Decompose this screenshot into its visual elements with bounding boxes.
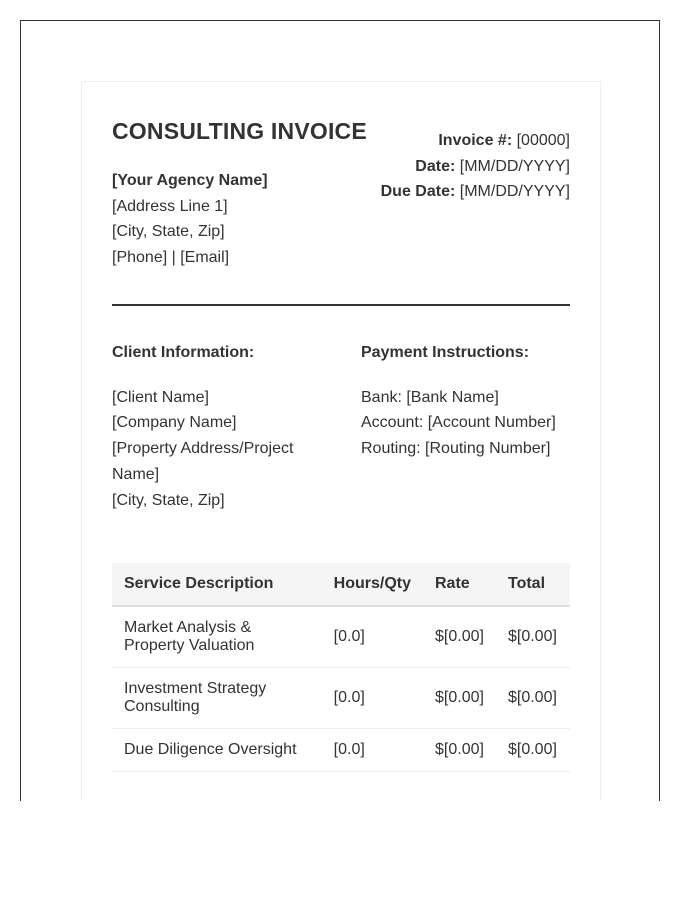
agency-contact: [Phone] | [Email] [112, 248, 230, 266]
invoice-due-date-value: [MM/DD/YYYY] [459, 183, 570, 200]
rate-cell: $[0.00] [423, 606, 496, 668]
client-info-block [112, 340, 327, 513]
table-row [112, 668, 570, 729]
invoice-date-row [381, 154, 570, 180]
header-rate: Rate [423, 563, 496, 606]
invoice-number-row [381, 128, 570, 154]
payment-instructions-heading: Payment Instructions: [361, 344, 530, 361]
invoice-number-label: Invoice #: [438, 132, 513, 149]
invoice-page [81, 81, 601, 801]
agency-block [112, 168, 268, 270]
client-name: [Client Name] [112, 388, 209, 406]
client-property-address: [Property Address/Project Name] [112, 440, 294, 483]
header-divider [112, 304, 570, 306]
invoice-due-date-label: Due Date: [380, 183, 456, 200]
total-cell: $[0.00] [496, 668, 570, 729]
hours-qty-cell: [0.0] [322, 606, 423, 668]
payment-routing: Routing: [Routing Number] [361, 440, 551, 458]
service-description-cell: Due Diligence Oversight [112, 729, 322, 772]
client-company: [Company Name] [112, 414, 237, 432]
payment-instructions-block [361, 340, 576, 462]
table-row [112, 606, 570, 668]
agency-address-line: [Address Line 1] [112, 197, 228, 215]
agency-name: [Your Agency Name] [112, 172, 268, 189]
services-table [112, 563, 570, 772]
client-info-heading: Client Information: [112, 344, 255, 361]
client-city-state-zip: [City, State, Zip] [112, 491, 225, 509]
services-table-header-row [112, 563, 570, 606]
hours-qty-cell: [0.0] [322, 668, 423, 729]
hours-qty-cell: [0.0] [322, 729, 423, 772]
invoice-date-value: [MM/DD/YYYY] [459, 157, 570, 175]
payment-account: Account: [Account Number] [361, 414, 556, 432]
table-row [112, 729, 570, 772]
document-viewport [20, 20, 660, 801]
header-total: Total [496, 563, 570, 606]
invoice-meta [381, 128, 570, 205]
header-hours-qty: Hours/Qty [322, 563, 423, 606]
invoice-title: CONSULTING INVOICE [112, 118, 367, 144]
invoice-number-value: [00000] [516, 132, 570, 149]
invoice-date-label: Date: [415, 157, 456, 175]
header-service-description: Service Description [112, 563, 322, 606]
invoice-due-date-row [381, 179, 570, 205]
service-description-cell: Market Analysis & Property Valuation [112, 606, 322, 668]
agency-city-state-zip: [City, State, Zip] [112, 223, 225, 240]
rate-cell: $[0.00] [423, 668, 496, 729]
total-cell: $[0.00] [496, 729, 570, 772]
client-info-lines [112, 385, 327, 514]
rate-cell: $[0.00] [423, 729, 496, 772]
total-cell: $[0.00] [496, 606, 570, 668]
payment-instructions-lines [361, 385, 576, 462]
payment-bank: Bank: [Bank Name] [361, 388, 499, 406]
service-description-cell: Investment Strategy Consulting [112, 668, 322, 729]
